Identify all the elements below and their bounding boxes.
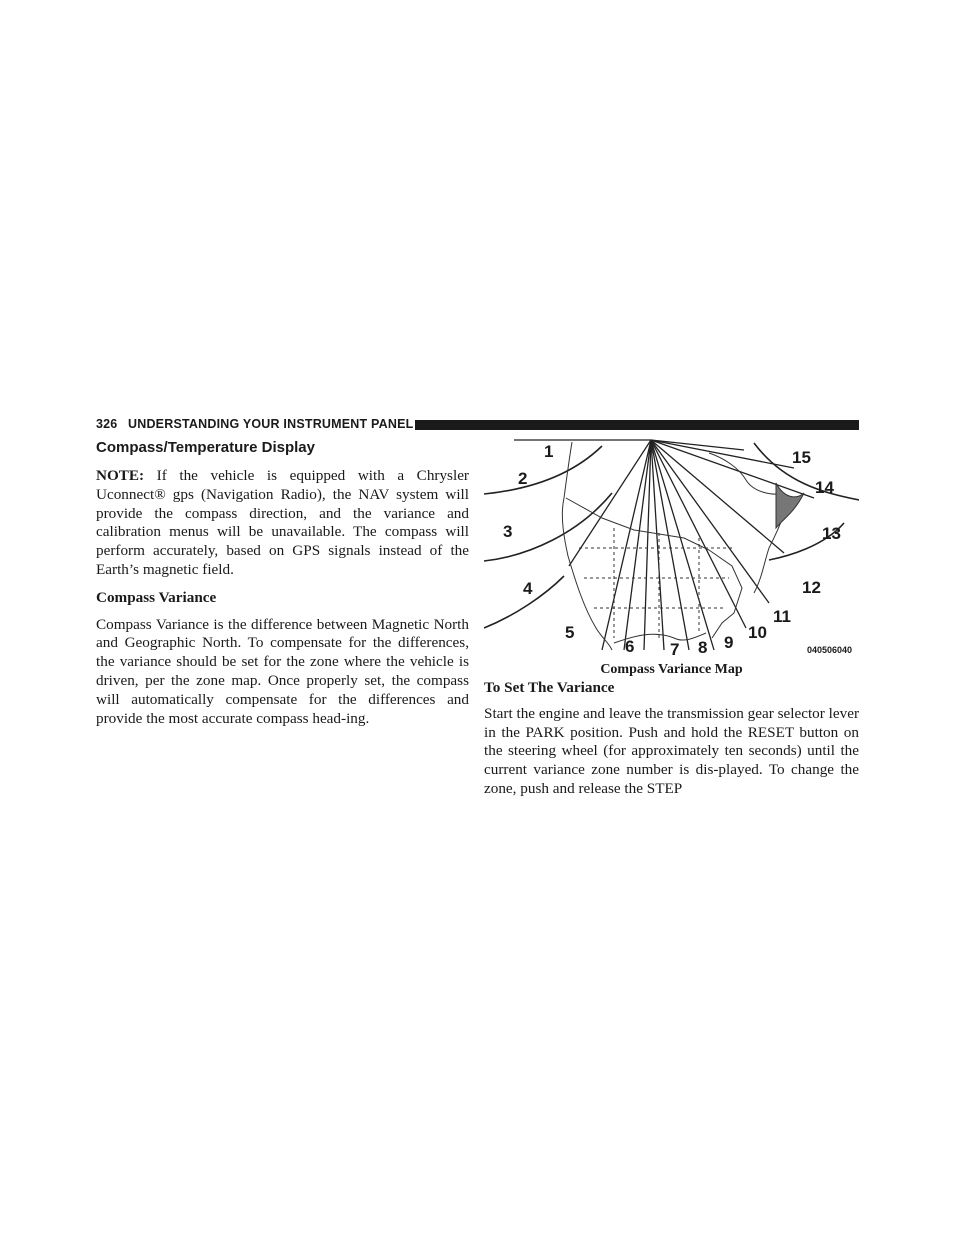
zone-boundary-arc-1: [484, 446, 602, 494]
zone-label-9: 9: [724, 633, 734, 652]
page-number: 326: [96, 417, 118, 431]
zone-label-13: 13: [822, 524, 841, 543]
right-column: [484, 438, 859, 799]
page-header: [96, 416, 859, 432]
zone-label-4: 4: [523, 579, 533, 598]
note-text: If the vehicle is equipped with a Chrysler Uconnect® gps (Navigation Radio), the NAV system will provide the compass direction, and the variance and calibration menus will be unavailable. The compass will perform accurately, based on GPS signals instead of the Earth’s magnetic field.: [96, 467, 469, 578]
compass-variance-map: [484, 438, 859, 658]
figure-caption: Compass Variance Map: [600, 662, 743, 677]
zone-label-5: 5: [565, 623, 575, 642]
figure-code: 040506040: [807, 645, 853, 655]
compass-variance-paragraph: Compass Variance is the difference between Magnetic North and Geographic North. To compensate for the differences, the variance should be set for the zone where the vehicle is driven, per the zone map. Once properly set, the compass will automatically compensate for the differences and provide the most accurate compass head-ing.: [96, 615, 469, 727]
zone-label-2: 2: [518, 469, 528, 488]
isogonic-line: [651, 440, 689, 650]
left-column: [96, 438, 469, 728]
zone-label-6: 6: [625, 637, 635, 656]
set-variance-heading: To Set The Variance: [484, 679, 615, 696]
isogonic-line: [602, 440, 651, 650]
set-variance-paragraph: Start the engine and leave the transmission gear selector lever in the PARK position. Push and hold the RESET button on the steering wheel (for approximately ten seconds) until the current variance zone number is dis-played. To change the zone, push and release the STEP: [484, 704, 859, 797]
note-label: NOTE:: [96, 467, 145, 484]
zone-labels: [503, 442, 852, 658]
header-rule: [415, 420, 859, 430]
zone-label-15: 15: [792, 448, 811, 467]
section-title: UNDERSTANDING YOUR INSTRUMENT PANEL: [128, 417, 414, 431]
isogonic-lines: [514, 440, 814, 650]
zone-label-7: 7: [670, 640, 680, 658]
zone-label-3: 3: [503, 522, 513, 541]
zone-map-graphic: [484, 438, 859, 658]
west-coast-outline: [562, 442, 612, 650]
section-heading: Compass/Temperature Display: [96, 439, 315, 456]
zone-label-11: 11: [773, 607, 791, 626]
zone-label-10: 10: [748, 623, 767, 642]
isogonic-line: [651, 440, 769, 603]
zone-label-8: 8: [698, 638, 708, 657]
isogonic-line: [651, 440, 664, 650]
zone-label-1: 1: [544, 442, 554, 461]
isogonic-line: [569, 440, 651, 566]
zone-label-14: 14: [815, 478, 834, 497]
note-paragraph: [96, 467, 469, 580]
isogonic-line: [651, 440, 794, 468]
zone-label-12: 12: [802, 578, 821, 597]
compass-variance-heading: Compass Variance: [96, 588, 217, 606]
